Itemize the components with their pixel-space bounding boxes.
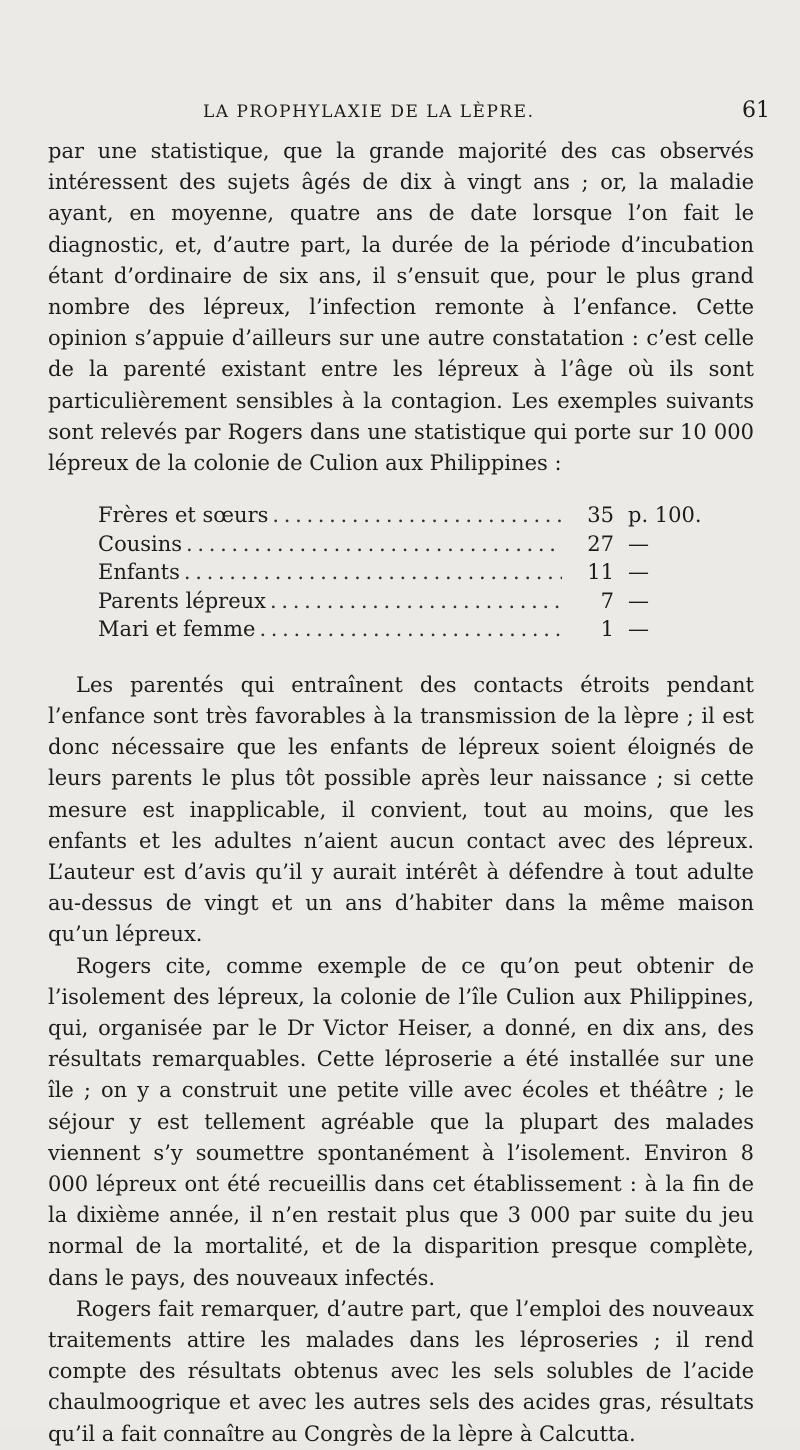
leader-dots [259, 617, 562, 641]
stat-unit: p. 100. [628, 503, 702, 528]
stat-label: Parents lépreux [98, 588, 267, 613]
stat-value: 7 [600, 588, 614, 613]
leader-dots [272, 503, 562, 527]
kinship-statistics-table [98, 503, 738, 646]
leader-dots [186, 532, 562, 556]
stat-value: 11 [587, 560, 614, 585]
stat-row [98, 589, 738, 618]
paragraph: Rogers cite, comme exemple de ce qu’on peut obtenir de l’isolement des lépreux, la colonie de l’île Culion aux Philippines, qui, organisée par le Dr Victor Heiser, a donné, en dix ans, des résultats remarquables. Cette léproserie a été installée sur une île ; on y a construit une petite ville avec écoles et théâtre ; le séjour y est tellement agréable que la plupart des malades viennent s’y soumettre spontanément à l’isolement. Environ 8 000 lépreux ont été recueillis dans cet établissement : à la fin de la dixième année, il n’en restait plus que 3 000 par suite du jeu normal de la mortalité, et de la disparition presque complète, dans le pays, des nouveaux infectés. [48, 953, 754, 1290]
stat-value: 35 [587, 503, 614, 528]
stat-row [98, 503, 738, 532]
stat-value: 27 [587, 531, 614, 556]
stat-unit: — [628, 617, 649, 642]
running-title: LA PROPHYLAXIE DE LA LÈPRE. [203, 102, 535, 122]
paragraph: Rogers fait remarquer, d’autre part, que l’emploi des nouveaux traitements attire les malades dans les léproseries ; il rend compte des résultats obtenus avec les sels solubles de l’acide chaulmoogrique et avec les autres sels des acides gras, résultats qu’il a fait connaître au Congrès de la lèpre à Calcutta. [48, 1296, 754, 1446]
stat-row [98, 560, 738, 589]
stat-value: 1 [600, 617, 614, 642]
paragraph: Les parentés qui entraînent des contacts étroits pendant l’enfance sont très favorables à la transmission de la lèpre ; il est donc nécessaire que les enfants de lépreux soient éloignés de leurs parents le plus tôt possible après leur naissance ; si cette mesure est inapplicable, il convient, tout au moins, que les enfants et les adultes n’aient aucun contact avec des lépreux. L’auteur est d’avis qu’il y aurait intérêt à défendre à tout adulte au-dessus de vingt et un ans d’habiter dans la même maison qu’un lépreux. [48, 672, 754, 947]
page-number: 61 [742, 98, 770, 123]
stat-row [98, 532, 738, 561]
stat-label: Cousins [98, 531, 183, 556]
stat-label: Mari et femme [98, 617, 256, 642]
paragraph-continued: par une statistique, que la grande majorité des cas observés intéressent des sujets âgés de dix à vingt ans ; or, la maladie ayant, en moyenne, quatre ans de date lorsque l’on fait le diagnostic, et, d’autre part, la durée de la période d’incubation étant d’ordinaire de six ans, il s’ensuit que, pour le plus grand nombre des lépreux, l’infection remonte à l’enfance. Cette opinion s’appuie d’ailleurs sur une autre constatation : c’est celle de la parenté existant entre les lépreux à l’âge où ils sont particulièrement sensibles à la contagion. Les exemples suivants sont relevés par Rogers dans une statistique qui porte sur 10 000 lépreux de la colonie de Culion aux Philippines : [48, 139, 754, 476]
leader-dots [270, 589, 562, 613]
stat-unit: — [628, 531, 649, 556]
stat-unit: — [628, 560, 649, 585]
page-header [48, 92, 770, 132]
stat-label: Enfants [98, 560, 180, 585]
leader-dots [184, 560, 562, 584]
stat-unit: — [628, 588, 649, 613]
page-body [48, 136, 754, 1450]
stat-row [98, 617, 738, 646]
stat-label: Frères et sœurs [98, 503, 269, 528]
